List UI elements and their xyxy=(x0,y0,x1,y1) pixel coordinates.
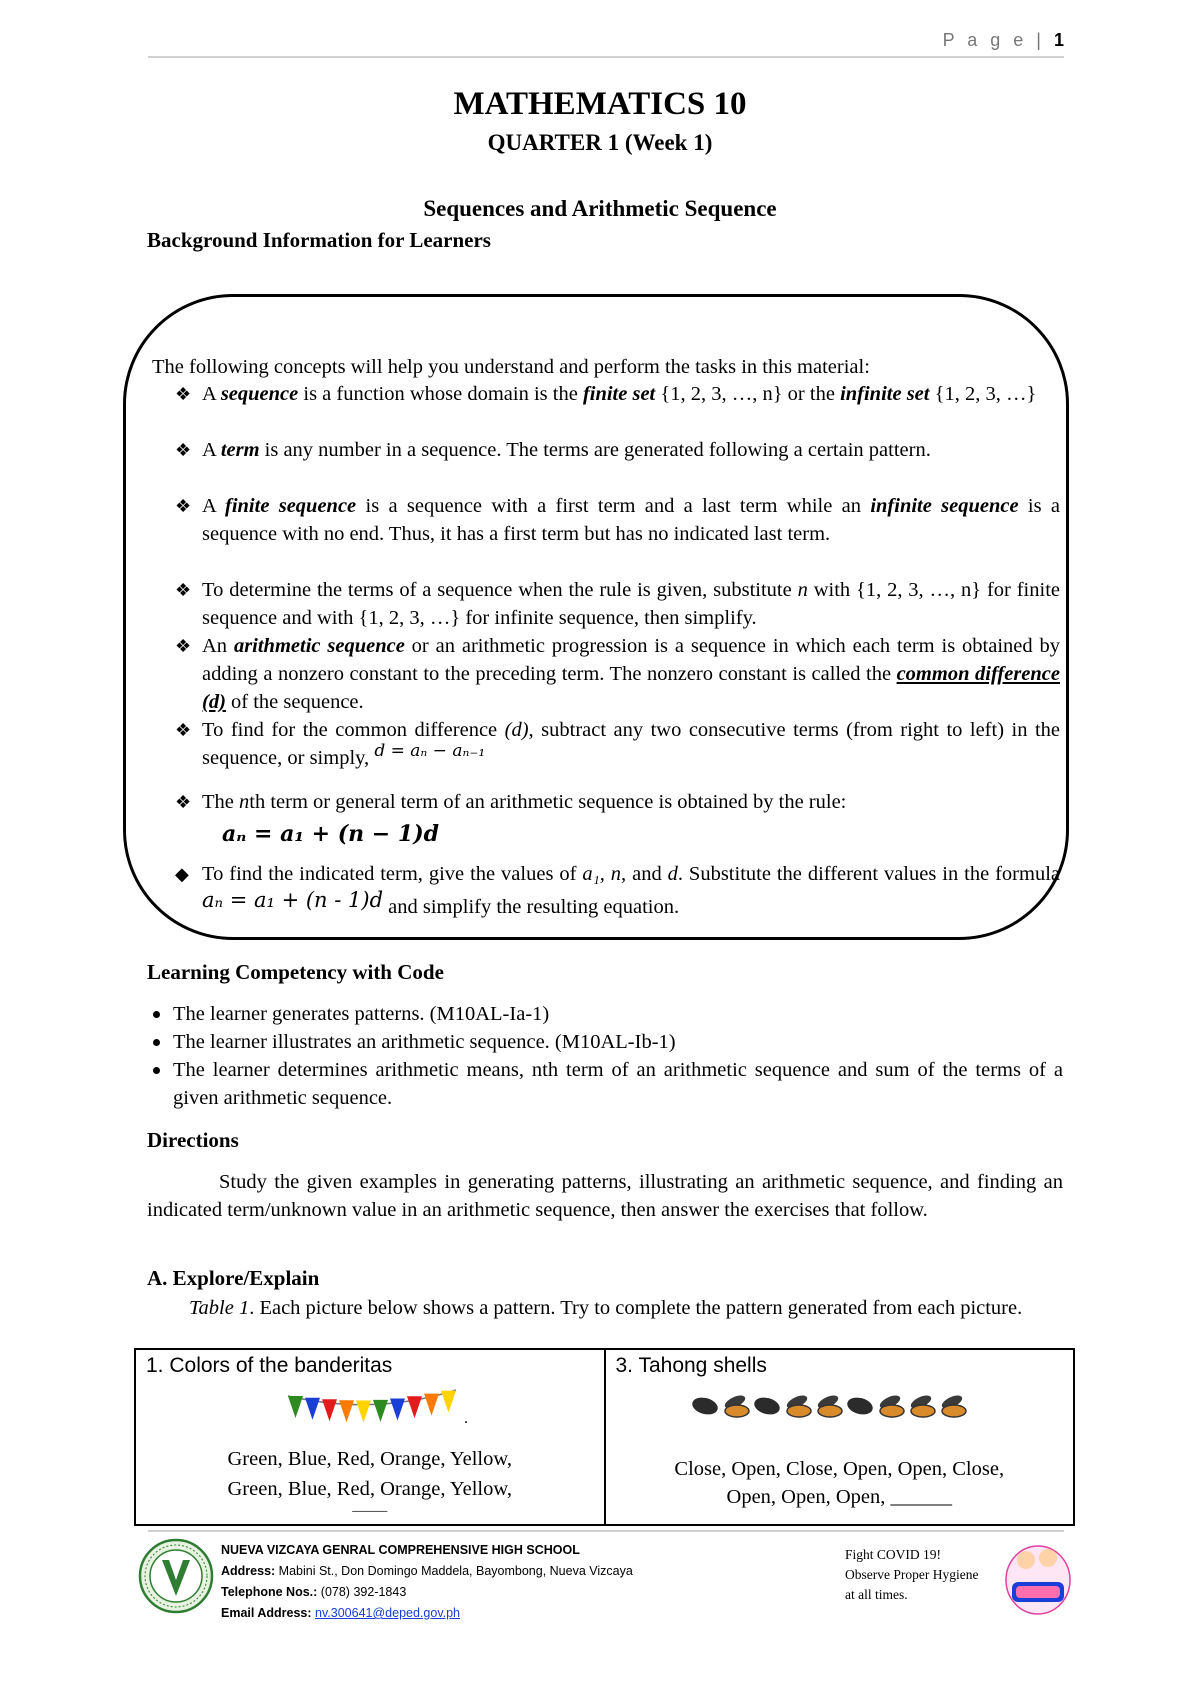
pattern-cell-tahong xyxy=(605,1349,1075,1525)
closed-shell-icon xyxy=(752,1395,781,1417)
concept-item: ❖ A finite sequence is a sequence with a first term and a last term while an infinite sequence is a sequence with no end. Thus, it has a first term but has no indicated last term. xyxy=(175,492,1060,548)
page-number: P a g e | 1 xyxy=(942,30,1064,50)
general-term-formula: aₙ = a₁ + (n − 1)d xyxy=(222,821,439,847)
pattern-line: Close, Open, Close, Open, Open, Close, xyxy=(674,1458,1005,1480)
wash-your-hands-icon xyxy=(1004,1536,1072,1616)
closed-shell-icon xyxy=(845,1395,874,1417)
competency-item: The learner illustrates an arithmetic sequence. (M10AL-Ib-1) xyxy=(145,1028,1063,1056)
covid-reminder: Fight COVID 19! Observe Proper Hygiene at all times. xyxy=(845,1547,979,1602)
flag-icon xyxy=(339,1400,354,1422)
concept-item: ❖ An arithmetic sequence or an arithmetic progression is a sequence in which each term is obtained by adding a nonzero constant to the preceding term. The nonzero constant is called the common difference (d) of the sequence. xyxy=(175,632,1060,716)
school-name: NUEVA VIZCAYA GENRAL COMPREHENSIVE HIGH SCHOOL xyxy=(221,1543,580,1557)
quarter-label: QUARTER 1 (Week 1) xyxy=(487,130,713,155)
pattern-table xyxy=(134,1348,1075,1526)
diamond-bullet-icon: ❖ xyxy=(175,440,192,460)
flag-icon xyxy=(305,1398,320,1420)
pattern-cell-banderitas: 1. Colors of the banderitas . Green, Blue, Red, Orange, Yellow, Green, Blue, Red, Orange, Yellow, _____ xyxy=(135,1349,605,1525)
concept-item: ❖ A term is any number in a sequence. The terms are generated following a certain pattern. xyxy=(175,436,1060,464)
school-address: Address: Mabini St., Don Domingo Maddela, Bayombong, Nueva Vizcaya xyxy=(221,1564,633,1578)
concepts-intro: The following concepts will help you understand and perform the tasks in this material: xyxy=(152,356,870,378)
diamond-bullet-icon: ❖ xyxy=(175,636,192,656)
flag-icon xyxy=(356,1400,371,1422)
flag-icon xyxy=(390,1398,405,1420)
concept-item: ◆ To find the indicated term, give the values of a₁, n, and d. Substitute the different values in the formula aₙ = a₁ + (n - 1)d and simplify the resulting equation. xyxy=(175,858,1060,923)
flag-icon xyxy=(288,1396,303,1418)
banderitas-image xyxy=(284,1386,464,1438)
bullet-icon xyxy=(153,1067,160,1074)
open-shell-icon xyxy=(722,1393,748,1417)
diamond-bullet-icon: ❖ xyxy=(175,496,192,516)
document-title: MATHEMATICS 10 xyxy=(453,86,747,122)
pattern-line: Green, Blue, Red, Orange, Yellow, xyxy=(227,1448,512,1470)
directions-text: Study the given examples in generating patterns, illustrating an arithmetic sequence, and finding an indicated term/unknown value in an arithmetic sequence, then answer the exercises that follow. xyxy=(147,1171,1063,1221)
diamond-bullet-icon: ❖ xyxy=(175,792,192,812)
open-shell-icon xyxy=(784,1393,810,1417)
flag-icon xyxy=(407,1396,422,1418)
open-shell-icon xyxy=(877,1393,903,1417)
explore-heading: A. Explore/Explain xyxy=(147,1266,320,1290)
flag-icon xyxy=(424,1394,439,1416)
bullet-icon xyxy=(153,1011,160,1018)
diamond-bullet-icon: ❖ xyxy=(175,580,192,600)
cell-title: 3. Tahong shells xyxy=(615,1354,767,1377)
flag-icon xyxy=(441,1391,456,1413)
diamond-bullet-icon: ❖ xyxy=(175,720,192,740)
open-shell-icon xyxy=(815,1393,841,1417)
concept-item: ❖ To determine the terms of a sequence when the rule is given, substitute n with {1, 2, 3, …, n} for finite sequence and with {1, 2, 3, …} for infinite sequence, then simplify. xyxy=(175,576,1060,632)
competency-item: The learner generates patterns. (M10AL-Ia-1) xyxy=(145,1000,1063,1028)
open-shell-icon xyxy=(939,1393,965,1417)
school-telephone: Telephone Nos.: (078) 392-1843 xyxy=(221,1585,407,1599)
concept-item: ❖ To find for the common difference (d), subtract any two consecutive terms (from right to left) in the sequence, or simply, $^{d = a_n - a_{n-1}}$ xyxy=(175,716,1060,773)
background-heading: Background Information for Learners xyxy=(147,228,491,252)
diamond-bullet-icon: ◆ xyxy=(175,864,189,884)
flag-icon xyxy=(373,1400,388,1422)
school-info xyxy=(221,1540,633,1624)
competency-item: The learner determines arithmetic means, nth term of an arithmetic sequence and sum of the terms of a given arithmetic sequence. xyxy=(145,1056,1063,1112)
topic-title: Sequences and Arithmetic Sequence xyxy=(423,196,777,221)
diamond-bullet-icon: ❖ xyxy=(175,384,192,404)
cell-title: 1. Colors of the banderitas xyxy=(146,1354,393,1377)
directions-heading: Directions xyxy=(147,1128,239,1152)
pattern-line: Open, Open, Open, ______ xyxy=(726,1486,952,1508)
school-seal-icon xyxy=(138,1538,214,1614)
common-difference-formula: d = aₙ − aₙ₋₁ xyxy=(374,741,486,761)
pattern-line: Green, Blue, Red, Orange, Yellow, xyxy=(227,1478,512,1500)
page-header xyxy=(148,28,1064,58)
concept-item: ❖ The nth term or general term of an arithmetic sequence is obtained by the rule: aₙ = a₁ + (n − 1)d xyxy=(175,786,1060,851)
tahong-shells-image xyxy=(686,1386,986,1430)
closed-shell-icon xyxy=(690,1395,719,1417)
table-caption: Table 1. Each picture below shows a pattern. Try to complete the pattern generated from each picture. xyxy=(189,1297,1023,1319)
competency-heading: Learning Competency with Code xyxy=(147,960,444,984)
nth-term-formula: aₙ = a₁ + (n - 1)d xyxy=(202,888,384,912)
school-email: Email Address: nv.300641@deped.gov.ph xyxy=(221,1606,461,1620)
open-shell-icon xyxy=(908,1393,934,1417)
email-link[interactable]: nv.300641@deped.gov.ph xyxy=(315,1606,461,1620)
concept-item: ❖ A sequence is a function whose domain is the finite set {1, 2, 3, …, n} or the infinite set {1, 2, 3, …} xyxy=(175,380,1060,408)
answer-blank: _____ xyxy=(352,1499,388,1514)
footer-divider xyxy=(148,1530,1064,1532)
flag-icon xyxy=(322,1399,337,1421)
bullet-icon xyxy=(153,1039,160,1046)
